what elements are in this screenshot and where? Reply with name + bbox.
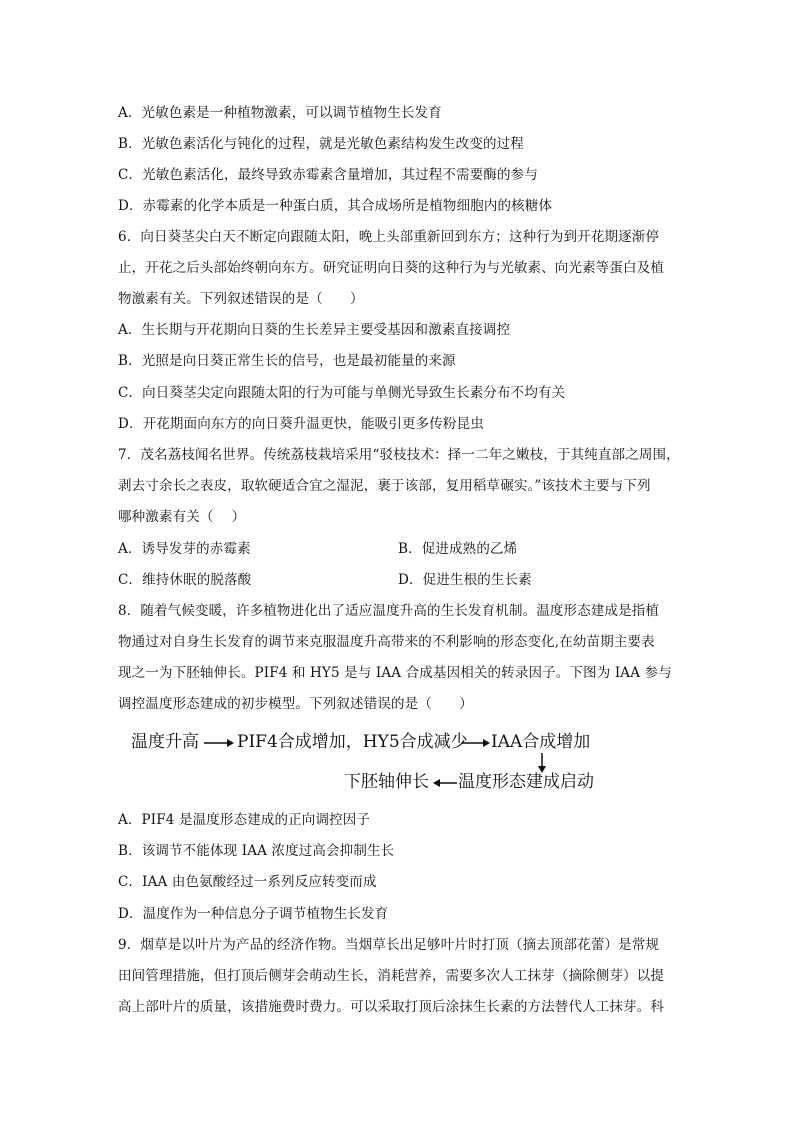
q8-stem-line1: 8．随着气候变暖，许多植物进化出了适应温度升高的生长发育机制。温度形态建成是指植 [118,603,660,619]
q7-stem-line1: 7．茂名荔枝闻名世界。传统荔枝栽培采用“驳枝技术：择一二年之嫩枝，于其纯直部之周围， [118,447,680,463]
q8-option-b: B．该调节不能体现 IAA 浓度过高会抑制生长 [118,843,395,859]
diagram-arrow-left [432,771,458,793]
q6-stem-line2: 止，开花之后头部始终朝向东方。研究证明向日葵的这种行为与光敏素、向光素等蛋白及植 [118,260,664,276]
q8-option-a: A．PIF4 是温度形态建成的正向调控因子 [118,812,371,828]
diagram-arrow-right-1 [203,731,235,753]
q7-option-d: D．促进生根的生长素 [398,572,532,588]
diagram-node-hypocotyl-elongation: 下胚轴伸长 [344,772,429,792]
q5-option-a: A．光敏色素是一种植物激素，可以调节植物生长发育 [118,105,442,121]
q6-option-d: D．开花期面向东方的向日葵升温更快，能吸引更多传粉昆虫 [118,416,484,432]
q7-stem-line3: 哪种激素有关（ ） [118,509,246,525]
q6-stem-line3: 物激素有关。下列叙述错误的是（ ） [118,291,364,307]
q7-option-a: A．诱导发芽的赤霉素 [118,541,251,557]
q5-option-d: D．赤霉素的化学本质是一种蛋白质，其合成场所是植物细胞内的核糖体 [118,198,553,214]
q9-stem-line2: 田间管理措施，但打顶后侧芽会萌动生长，消耗营养，需要多次人工抹芽（摘除侧芽）以提 [118,968,664,984]
q8-stem-line3: 现之一为下胚轴伸长。PIF4 和 HY5 是与 IAA 合成基因相关的转录因子。下图为 IAA 参与 [118,665,672,681]
q9-stem-line3: 高上部叶片的质量，该措施费时费力。可以采取打顶后涂抹生长素的方法替代人工抹芽。科 [118,999,664,1015]
q7-option-b: B．促进成熟的乙烯 [398,541,518,557]
q5-option-c: C．光敏色素活化，最终导致赤霉素含量增加，其过程不需要酶的参与 [118,167,538,183]
q5-option-b: B．光敏色素活化与钝化的过程，就是光敏色素结构发生改变的过程 [118,136,524,152]
q6-option-c: C．向日葵茎尖定向跟随太阳的行为可能与单侧光导致生长素分布不均有关 [118,385,566,401]
q8-stem-line2: 物通过对自身生长发育的调节来克服温度升高带来的不利影响的形态变化,在幼苗期主要表 [118,634,655,650]
q6-option-b: B．光照是向日葵正常生长的信号，也是最初能量的来源 [118,353,456,369]
diagram-node-pif4-hy5: PIF4合成增加，HY5合成减少 [237,732,468,752]
diagram-node-iaa-increase: IAA合成增加 [491,732,591,752]
q8-option-d: D．温度作为一种信息分子调节植物生长发育 [118,906,389,922]
diagram-arrow-right-2 [461,731,491,753]
q7-option-c: C．维持休眠的脱落酸 [118,572,252,588]
q6-option-a: A．生长期与开花期向日葵的生长差异主要受基因和激素直接调控 [118,322,511,338]
diagram-node-temperature-rise: 温度升高 [131,732,199,752]
diagram-node-thermomorphogenesis-start: 温度形态建成启动 [458,772,594,792]
q8-option-c: C．IAA 由色氨酸经过一系列反应转变而成 [118,874,377,890]
q7-stem-line2: 剥去寸余长之表皮，取软硬适合宜之湿泥，裹于该部，复用稻草碾实。”该技术主要与下列 [118,478,651,494]
q9-stem-line1: 9．烟草是以叶片为产品的经济作物。当烟草长出足够叶片时打顶（摘去顶部花蕾）是常规 [118,937,660,953]
q6-stem-line1: 6．向日葵茎尖白天不断定向跟随太阳，晚上头部重新回到东方；这种行为到开花期逐渐停 [118,229,660,245]
q8-stem-line4: 调控温度形态建成的初步模型。下列叙述错误的是（ ） [118,696,473,712]
